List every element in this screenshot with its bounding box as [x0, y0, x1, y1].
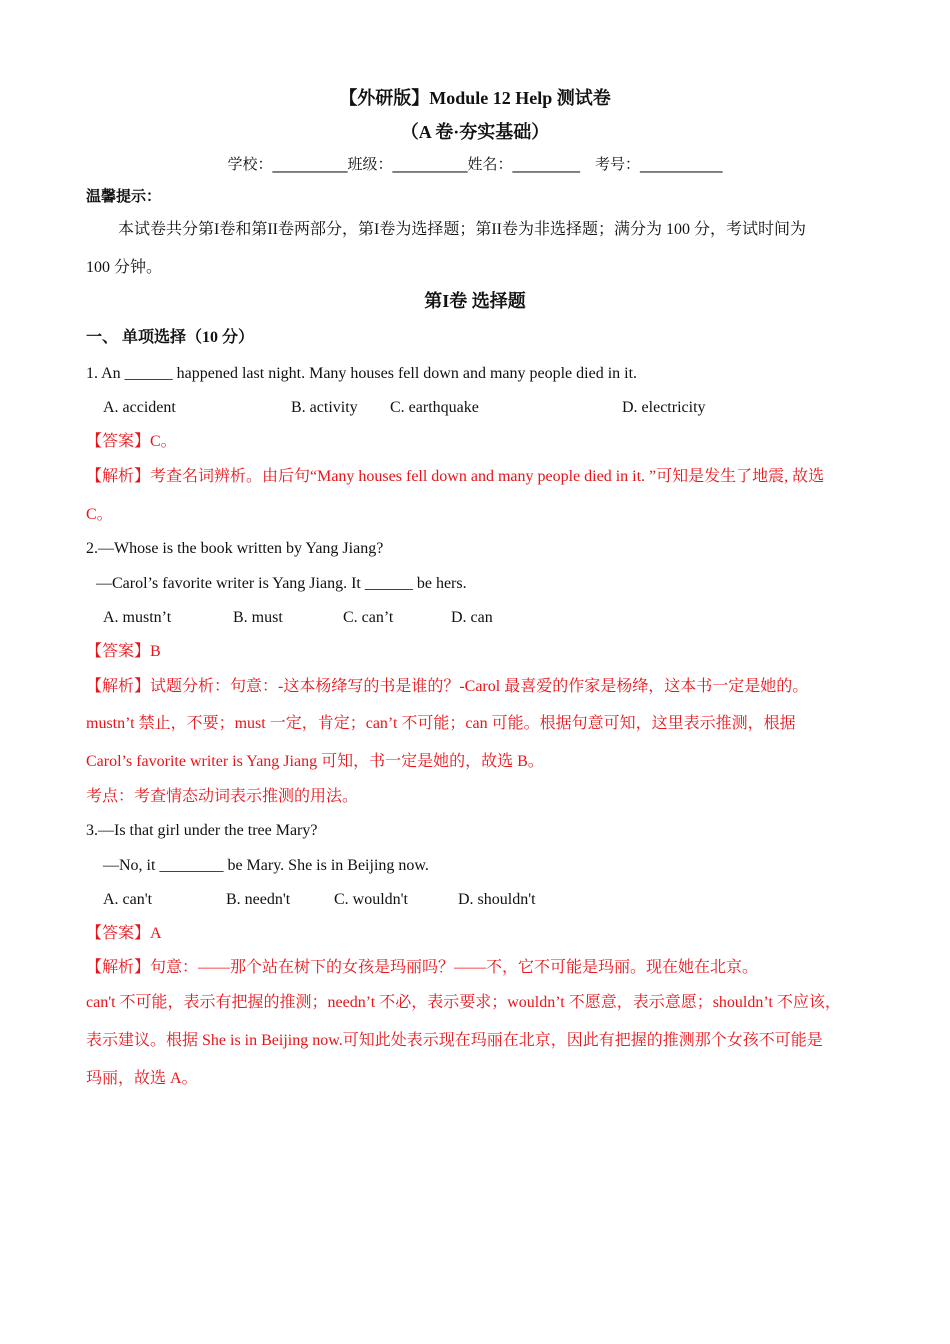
question-3-stem-line2: —No, it ________ be Mary. She is in Beijing now. [103, 857, 429, 874]
question-2-option-a: A. mustn’t [103, 609, 172, 626]
question-1-answer: 【答案】C。 [86, 433, 177, 450]
question-3-stem: 3.—Is that girl under the tree Mary? [86, 822, 318, 839]
student-info-line: 学校：__________班级：__________姓名：_________ 考号：___________ [227, 155, 723, 173]
question-2-analysis-line2: mustn’t 禁止，不要；must 一定，肯定；can’t 不可能；can 可能。根据句意可知，这里表示推测，根据 [86, 715, 796, 732]
question-2-option-c: C. can’t [343, 609, 394, 626]
question-2-stem: 2.—Whose is the book written by Yang Jiang? [86, 540, 384, 557]
question-1-stem: 1. An ______ happened last night. Many houses fell down and many people died in it. [86, 365, 638, 382]
question-1-option-a: A. accident [103, 399, 176, 416]
notice-text-line1: 本试卷共分第I卷和第II卷两部分，第I卷为选择题；第II卷为非选择题；满分为 100 分，考试时间为 [118, 221, 806, 238]
section-title: 第I卷 选择题 [424, 291, 526, 311]
question-1-analysis-line1: 【解析】考查名词辨析。由后句“Many houses fell down and many people died in it. ”可知是发生了地震, 故选 [86, 468, 825, 485]
question-2-option-b: B. must [233, 609, 283, 626]
question-1-option-c: C. earthquake [390, 399, 479, 416]
question-2-analysis-line4: 考点：考查情态动词表示推测的用法。 [86, 788, 359, 805]
page-title: 【外研版】Module 12 Help 测试卷 [339, 88, 611, 108]
question-3-analysis-line3: 表示建议。根据 She is in Beijing now.可知此处表示现在玛丽在北京，因此有把握的推测那个女孩不可能是 [86, 1032, 823, 1049]
notice-text-line2: 100 分钟。 [86, 259, 163, 276]
question-2-analysis-line3: Carol’s favorite writer is Yang Jiang 可知，书一定是她的，故选 B。 [86, 753, 544, 770]
notice-label: 温馨提示： [86, 187, 162, 205]
question-1-option-b: B. activity [291, 399, 358, 416]
question-2-option-d: D. can [451, 609, 493, 626]
question-3-option-b: B. needn't [226, 891, 291, 908]
question-3-option-a: A. can't [103, 891, 153, 908]
question-3-option-c: C. wouldn't [334, 891, 408, 908]
question-3-answer: 【答案】A [86, 925, 162, 942]
question-3-analysis-line2: can't 不可能，表示有把握的推测；needn’t 不必，表示要求；wouldn’t 不愿意，表示意愿；shouldn’t 不应该， [86, 994, 841, 1011]
question-2-answer: 【答案】B [86, 643, 161, 660]
part-title: 一、 单项选择（10 分） [86, 329, 255, 346]
page-subtitle: （A 卷·夯实基础） [400, 122, 550, 142]
question-1-analysis-line2: C。 [86, 506, 113, 523]
question-3-option-d: D. shouldn't [458, 891, 536, 908]
question-3-analysis-line1: 【解析】句意：——那个站在树下的女孩是玛丽吗？——不，它不可能是玛丽。现在她在北京。 [86, 959, 759, 976]
question-2-stem-line2: —Carol’s favorite writer is Yang Jiang. It ______ be hers. [96, 575, 467, 592]
question-3-analysis-line4: 玛丽，故选 A。 [86, 1070, 198, 1087]
question-2-analysis-line1: 【解析】试题分析：句意：-这本杨绛写的书是谁的？-Carol 最喜爱的作家是杨绛，这本书一定是她的。 [86, 678, 809, 695]
question-1-option-d: D. electricity [622, 399, 706, 416]
